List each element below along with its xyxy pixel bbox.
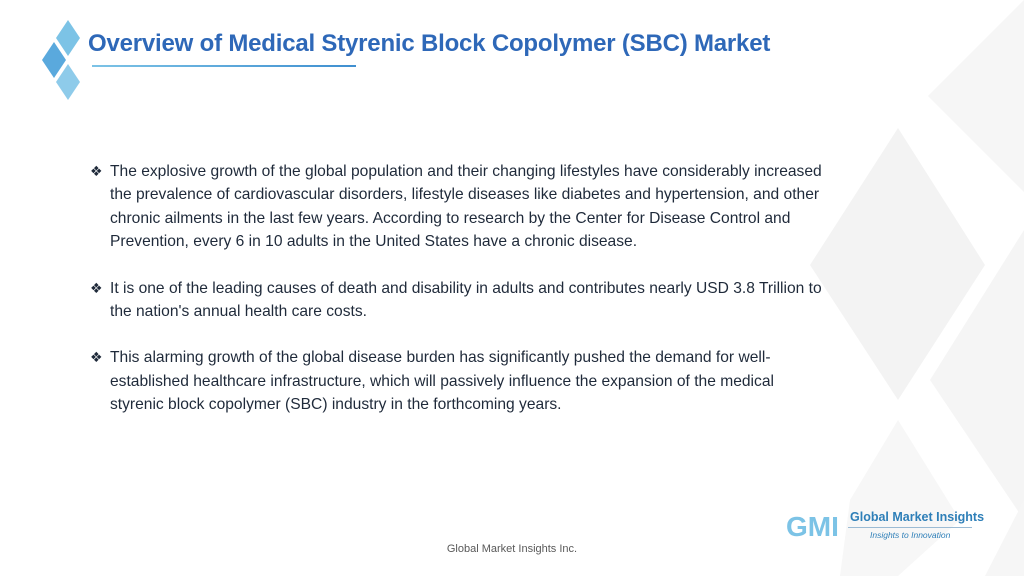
bullet-list	[90, 160, 830, 440]
bullet-item	[90, 277, 830, 324]
diamond-bullet-icon: ❖	[90, 279, 103, 296]
bullet-text: The explosive growth of the global population and their changing lifestyles have considerably increased the prevalence of cardiovascular disorders, lifestyle diseases like diabetes and hypertension, and other chronic ailments in the last few years. According to research by the Center for Disease Control and Prevention, every 6 in 10 adults in the United States have a chronic disease.	[110, 163, 822, 251]
diamond-bullet-icon: ❖	[90, 163, 103, 179]
diamond-bullet-icon: ❖	[90, 349, 103, 366]
logo-tagline: Insights to Innovation	[870, 530, 951, 540]
title-underline	[92, 65, 356, 67]
bullet-text: It is one of the leading causes of death and disability in adults and contributes nearly USD 3.8 Trillion to the nation's annual health care costs.	[110, 279, 822, 321]
footer-text: Global Market Insights Inc.	[446, 543, 578, 555]
slide-title: Overview of Medical Styrenic Block Copolymer (SBC) Market	[88, 30, 771, 57]
bullet-item	[90, 160, 830, 254]
bullet-text: This alarming growth of the global disease burden has significantly pushed the demand for well-established healthcare infrastructure, which will passively influence the expansion of the medical styrenic block copolymer (SBC) industry in the forthcoming years.	[110, 349, 774, 414]
title-container	[88, 30, 770, 58]
logo-mark: GMI	[786, 511, 839, 542]
gmi-logo-icon	[784, 508, 846, 544]
logo-divider	[848, 527, 972, 528]
logo-name: Global Market Insights	[850, 510, 985, 524]
bullet-item	[90, 346, 830, 416]
diamond-decoration-icon	[36, 12, 116, 122]
